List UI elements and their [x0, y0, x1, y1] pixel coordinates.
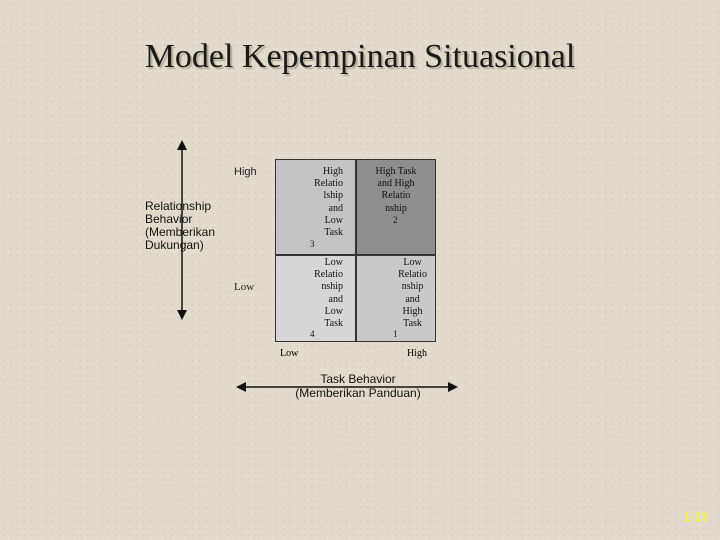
quadrant-2-text: High Task and High Relatio nship — [375, 166, 417, 214]
x-axis-label: Task Behavior (Memberikan Panduan) — [295, 372, 421, 400]
y-axis-label: Relationship Behavior (Memberikan Dukungan) — [145, 199, 216, 252]
x-axis-high-label: High — [407, 348, 427, 359]
y-axis-low-label: Low — [234, 281, 255, 293]
quadrant-4-number: 4 — [310, 329, 315, 339]
quadrant-low-relationship-low-task — [275, 255, 356, 342]
quadrant-2-number: 2 — [393, 215, 398, 225]
quadrant-1-text: Low Relatio nship and High Task — [398, 257, 427, 330]
horizontal-axis-arrow — [236, 380, 458, 394]
page-number: 1-13 — [683, 510, 708, 524]
quadrant-low-relationship-high-task — [356, 255, 436, 342]
x-axis-low-label: Low — [280, 348, 299, 359]
quadrant-3-number: 3 — [310, 239, 315, 249]
quadrant-4-text: Low Relatio nship and Low Task — [314, 257, 343, 330]
quadrant-high-relationship-low-task — [275, 159, 356, 255]
y-axis-high-label: High — [234, 166, 257, 178]
quadrant-3-text: High Relatio lship and Low Task — [314, 166, 343, 239]
quadrant-high-task-high-relationship — [356, 159, 436, 255]
slide-title: Model Kepempinan Situasional — [144, 38, 576, 75]
quadrant-1-number: 1 — [393, 329, 398, 339]
